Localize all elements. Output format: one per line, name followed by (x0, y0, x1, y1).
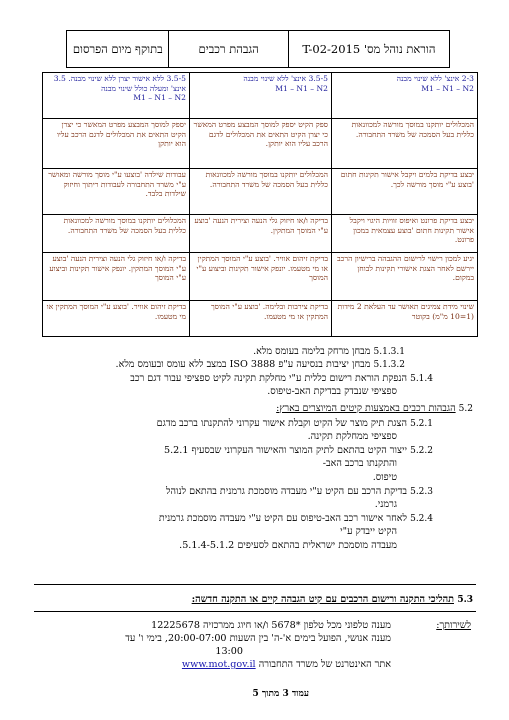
table-row (43, 169, 478, 215)
footer-label: לשירותך: (436, 620, 471, 631)
clause-text: והתקנתו ברכב האב- (322, 458, 397, 469)
cell-text: יבצע בדיקת פרונט ואיפוס זוויות היגוי ויקבל אישור תקינות חתום 'בוצע עצמאית במכון פרונט. (349, 216, 474, 245)
clause-5-1-3-2 (116, 359, 405, 371)
clause-5-1-4-cont (267, 386, 397, 398)
cell-text: בדיקת זיהום אוויר. 'בוצע ע"י המוסך המתקין או מי מטעמו. יונפק אישור תקינות וביצוע ע"י המוסך (196, 254, 328, 283)
header-validity: בתוקף מיום הפרסום (72, 42, 163, 56)
cell-text: המכלולים יותקנו במוסך מורשה למכוונאות כללית בעל הסמכה של משרד התחבורה. (63, 216, 186, 235)
footer-website-line (182, 659, 391, 671)
table-cell (332, 253, 478, 301)
footer-divider (34, 611, 476, 612)
table-cell (332, 169, 478, 215)
clause-number: 5.2.3 (410, 487, 433, 497)
clause-text: הקיט ייבדק ע"י (340, 526, 397, 537)
table-cell (43, 215, 190, 253)
table-cell (190, 169, 332, 215)
clause-5-2-4-cont (340, 526, 397, 538)
cell-text: ספק הקיט יספק למוסך המבצע מפרט המאשר כי יצרן הקיט התאים את המכלולים לדגם הרכב עליו הוא יותקן. (193, 120, 328, 149)
table-row (43, 73, 478, 119)
cell-text: 3.5-5 ללא אישור יצרן ללא שינוי מבנה. 3.5 אינצ' ומעלה כולל שינוי מבנה (53, 74, 186, 93)
clause-5-1-4 (130, 373, 433, 385)
table-cell (190, 253, 332, 301)
vehicle-category-code: M1 – N1 – N2 (133, 93, 186, 103)
table-cell (190, 119, 332, 169)
vehicle-category-code: M1 – N1 – N2 (421, 83, 474, 93)
table-row (43, 253, 478, 301)
clause-text: מבחן יציבות בנסיעה ע"פ ISO 3888 במצב ללא עומס ובעומס מלא. (115, 359, 371, 370)
section-title: הגבהות רכבים באמצעות קיטים המיוצרים בארץ: (276, 403, 456, 414)
page-number: עמוד 3 מתוך 5 (252, 689, 309, 699)
clause-number: 5.1.3.2 (373, 360, 405, 370)
clause-text: ספציפי ממחלקת תקינה. (307, 431, 397, 442)
cell-text: המכלולים יותקנו במוסך מורשה למכוונאות כללית בעל הסמכה של משרד התחבורה. (351, 120, 474, 139)
table-cell (190, 301, 332, 337)
clause-5-2-4 (159, 513, 433, 525)
clause-5-2-2-cont (323, 458, 397, 470)
cell-text: יבצע בדיקת בלמים ויקבל אישור תקינות חתום 'בוצע ע"י מוסך מורשה לכך. (340, 170, 474, 189)
clause-text: הצגת תיק מוצר של הקיט וקבלת אישור עקרוני להתקנתו ברכב מדגם (156, 418, 408, 429)
clause-5-1-3-1 (253, 346, 405, 358)
cell-text: בדיקת זיהום אוויר. 'בוצע ע"י המוסך המתקין או מי מטעמו. (46, 302, 186, 321)
website-label: אתר האינטרנט של משרד התחבורה (258, 659, 391, 670)
table-cell (43, 119, 190, 169)
clause-text: מבחן מרחק בלימה בעומס מלא. (253, 346, 371, 357)
cell-text: בדיקת צירבות ובלימה. 'בוצע ע"י המוסך המתקין או מי מטעמו. (210, 302, 328, 321)
table-row (43, 119, 478, 169)
clause-5-2-2 (164, 445, 433, 457)
clause-5-2-3 (166, 486, 433, 498)
vehicle-category-code: M1 – N1 – N2 (275, 83, 328, 93)
clause-text: הנפקת הוראת רישום כללית ע"י מחלקת תקינה לקיט ספציפי עבור דגם רכב (130, 373, 408, 384)
cell-text: המכלולים יותקנו במוסך מורשה למכוונאות כללית בעל הסמכה של משרד התחבורה. (205, 170, 328, 189)
clause-5-2-2-cont2 (373, 472, 397, 484)
footer-phone-line: מענה טלפוני מכל טלפון *5678 ו/או חיוג ממרכזיה 12225678 (151, 620, 391, 631)
website-link[interactable]: www.mot.gov.il (181, 659, 256, 670)
table-cell (332, 215, 478, 253)
footer-hours-line: מענה אנושי, הפועל בימים א'-ה' בין השעות 20:00-07:00, בימי ו' עד (125, 633, 391, 644)
table-row (43, 301, 478, 337)
clause-text: ספציפי שנבדק בבדיקת האב-טיפוס. (267, 386, 397, 397)
clause-5-2-1-cont (308, 431, 397, 443)
section-number: 5.2 (458, 404, 473, 414)
document-header (66, 30, 450, 68)
cell-text: בדיקה ו/או חיזוק גלי הנעה וצירית הנעה 'בוצע ע"י המוסך המתקין. (194, 216, 328, 235)
clause-text: מעבדה מוסמכת ישראלית בהתאם לסעיפים 5.1.4-5.1.2. (179, 540, 397, 551)
table-cell (332, 301, 478, 337)
clause-text: לאחר אישור רכב האב-טיפוס עם הקיט ע"י מעבדה מוסמכת גרמנית (158, 513, 408, 524)
section-number: 5.3 (457, 595, 473, 605)
table-cell (43, 301, 190, 337)
clause-5-2-3-cont (375, 499, 397, 511)
header-procedure-number: הוראת נוהל מס' T-02-2015 (288, 31, 449, 67)
table-cell (190, 73, 332, 119)
cell-text: שינוי מידת צמיגים תאושר עד העלאת 2 מידות (1=10 מ"מ) בקוטר (337, 302, 474, 321)
section-5-2 (276, 403, 473, 415)
clause-number: 5.2.4 (410, 514, 433, 524)
section-5-3 (192, 594, 473, 606)
cell-text: בדיקה ו/או חיזוק גלי הנעה וצירית הנעה 'בוצע ע"י המוסך המתקין. יונפק אישור תקינות וביצוע ע"י המוסך (49, 254, 186, 283)
cell-text: 2-3 אינצ' ללא שינוי מבנה (396, 74, 474, 83)
clause-number: 5.2.2 (410, 446, 433, 456)
table-cell (190, 215, 332, 253)
clause-number: 5.2.1 (410, 419, 433, 429)
requirements-table (42, 72, 478, 337)
table-cell (43, 253, 190, 301)
clause-text: גרמני. (374, 499, 397, 510)
cell-text: עבודות שילדה 'בוצעו ע"י מוסך מורשה ומאושר ע"י משרד התחבורה לעבודות ריתוך וחיזוק שילדות בלבד. (48, 170, 186, 199)
section-divider (34, 584, 476, 585)
table-cell (43, 73, 190, 119)
clause-text: טיפוס. (372, 472, 397, 483)
table-cell (332, 73, 478, 119)
cell-text: יספק למוסך המבצע מפרט המאשר כי יצרן הקיט התאים את המכלולים לדגם הרכב עליו הוא יותקן (56, 120, 186, 149)
cell-text: יגיע למכון רישוי לרישום ההגבהה ברישיון הרכב יירשם לאחר הצגת אישורי תקינות לבוחן במקום. (336, 254, 474, 283)
table-row (43, 215, 478, 253)
clause-5-2-1 (157, 418, 433, 430)
table-cell (332, 119, 478, 169)
table-cell (43, 169, 190, 215)
clause-5-2-4-cont2 (179, 540, 397, 552)
cell-text: 3.5-5 אינצ' ללא שינוי מבנה (243, 74, 328, 83)
clause-number: 5.1.4 (410, 374, 433, 384)
section-title: תהליכי התקנה ורישום הרכבים עם קיט הגבהה קיים או התקנה חדשה: (191, 594, 454, 605)
clause-text: בדיקת הרכב עם הקיט ע"י מעבדה מוסמכת גרמנית בהתאם לנוהל (166, 486, 408, 497)
clause-text: ייצור הקיט בהתאם לתיק המוצר והאישור העקרוני שבסעיף 5.2.1 (164, 445, 408, 456)
footer-hours-line-cont: 13:00 (215, 646, 243, 657)
clause-number: 5.1.3.1 (373, 347, 405, 357)
header-subject: הגבהת רכבים (168, 31, 287, 67)
